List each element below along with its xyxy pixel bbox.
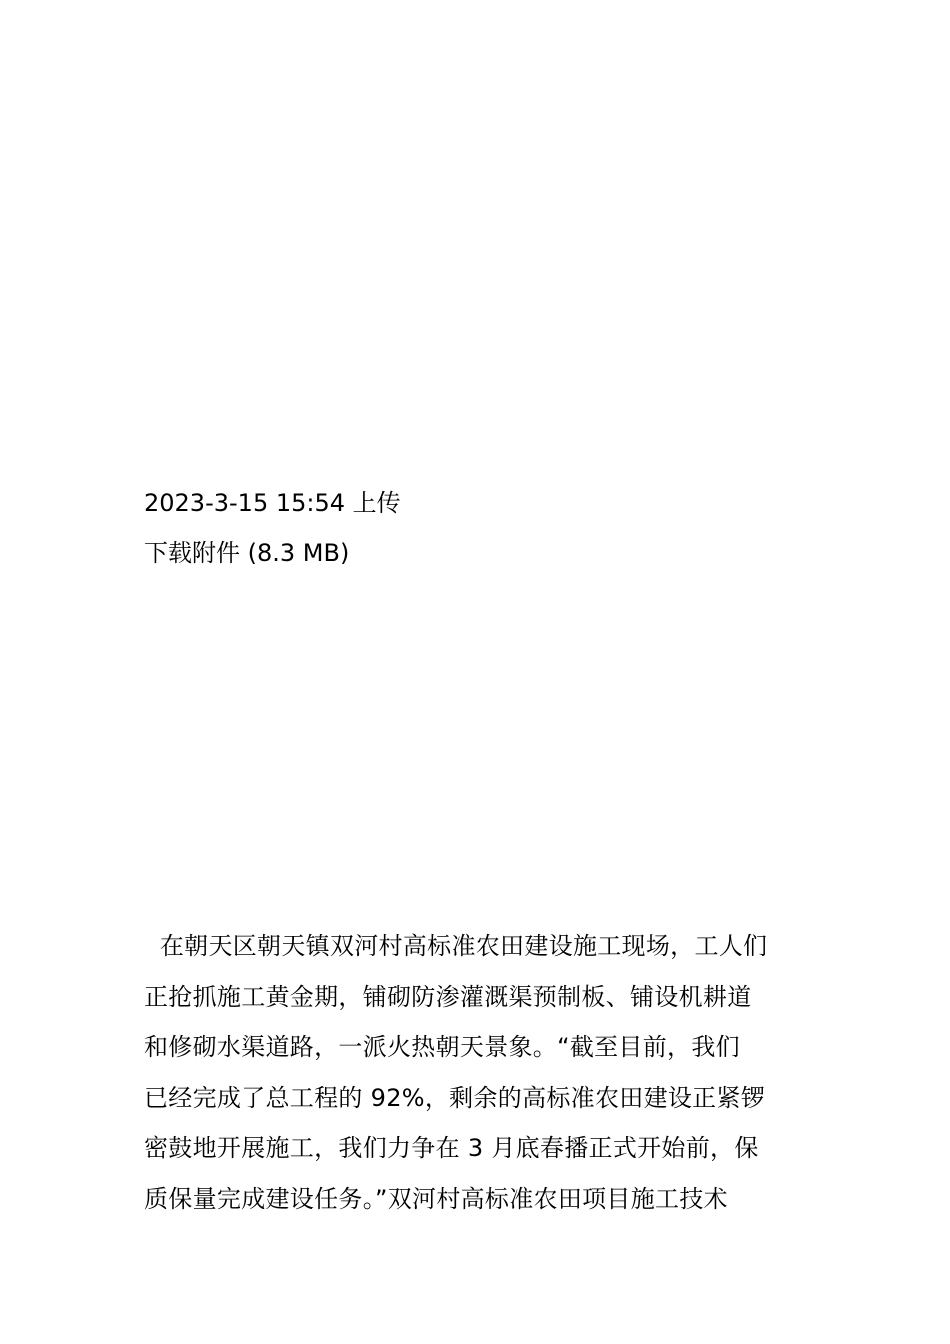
- article-line: 在朝天区朝天镇双河村高标准农田建设施工现场，工人们: [144, 932, 768, 960]
- article-line: 已经完成了总工程的 92%，剩余的高标准农田建设正紧锣: [144, 1083, 766, 1112]
- article-line: 和修砌水渠道路，一派火热朝天景象。“截至目前，我们: [144, 1033, 740, 1061]
- upload-timestamp: 2023-3-15 15:54 上传: [144, 489, 401, 517]
- article-line: 质保量完成建设任务。”双河村高标准农田项目施工技术: [144, 1184, 728, 1213]
- download-attachment-link[interactable]: 下载附件 (8.3 MB): [144, 539, 350, 567]
- upload-info: [144, 478, 824, 578]
- article-line: 密鼓地开展施工，我们力争在 3 月底春播正式开始前，保: [144, 1134, 759, 1162]
- article-line: 正抢抓施工黄金期，铺砌防渗灌溉渠预制板、铺设机耕道: [144, 982, 752, 1011]
- article-body: [144, 921, 808, 1224]
